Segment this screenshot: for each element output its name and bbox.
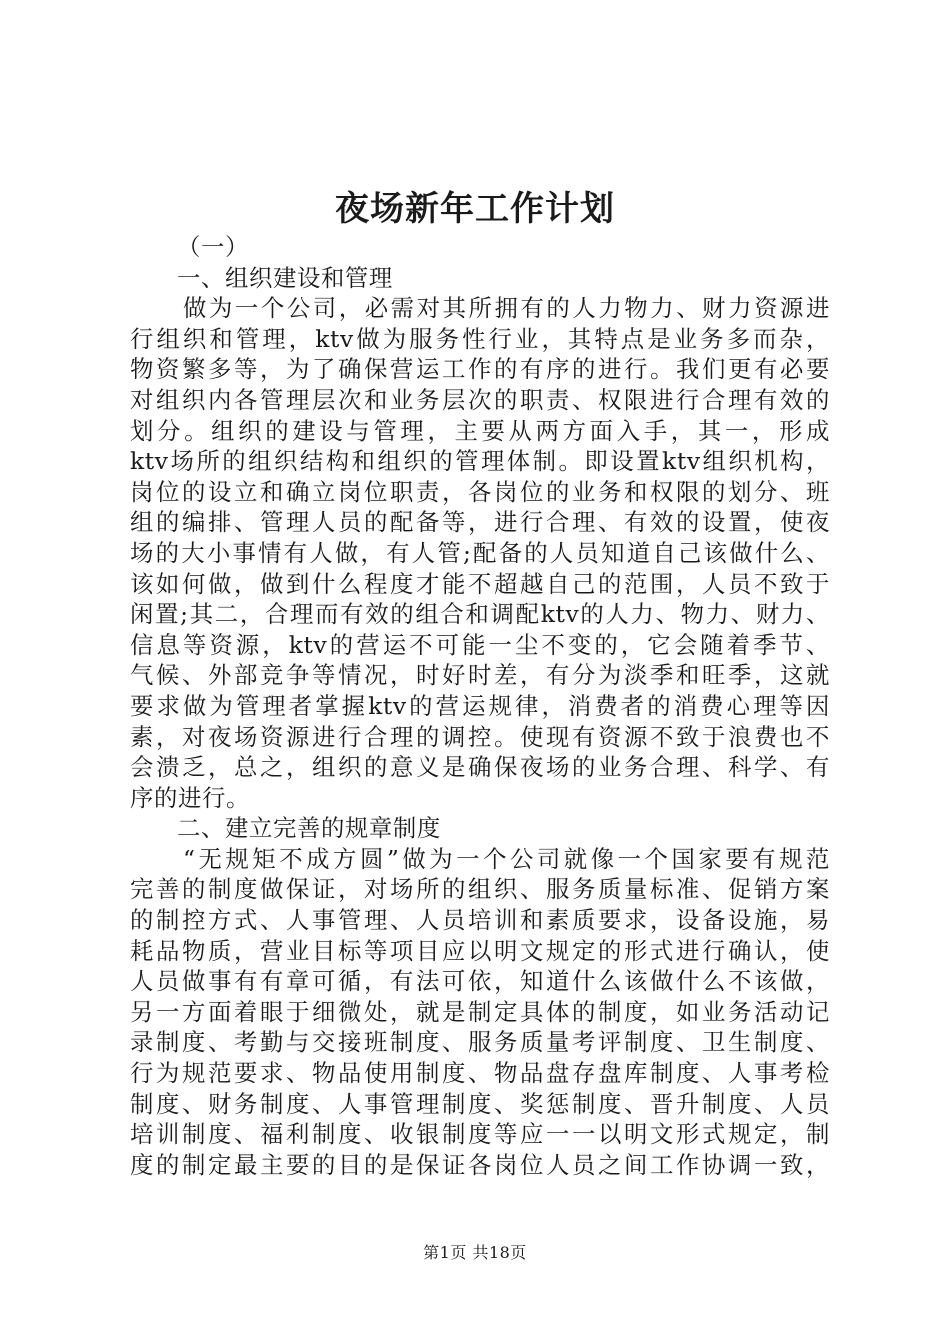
paragraph-line: 度的制定最主要的目的是保证各岗位人员之间工作协调一致， <box>130 1150 830 1179</box>
paragraph-line: 耗品物质，营业目标等项目应以明文规定的形式进行确认，使 <box>130 936 830 965</box>
section-heading: 二、建立完善的规章制度 <box>177 814 441 843</box>
paragraph-line: 物资繁多等，为了确保营运工作的有序的进行。我们更有必要 <box>130 355 830 384</box>
paragraph-line: 另一方面着眼于细微处，就是制定具体的制度，如业务活动记 <box>130 997 830 1026</box>
paragraph-line: 组的编排、管理人员的配备等，进行合理、有效的设置，使夜 <box>130 508 830 537</box>
page-number-footer: 第1页 共18页 <box>423 1243 527 1262</box>
paragraph-line: “无规矩不成方圆”做为一个公司就像一个国家要有规范 <box>183 844 830 873</box>
paragraph-line: 岗位的设立和确立岗位职责，各岗位的业务和权限的划分、班 <box>130 477 830 506</box>
paragraph-line: 人员做事有有章可循，有法可依，知道什么该做什么不该做， <box>130 967 830 996</box>
paragraph-line: 素，对夜场资源进行合理的调控。使现有资源不致于浪费也不 <box>130 722 830 751</box>
paragraph-line: 行组织和管理，ktv做为服务性行业，其特点是业务多而杂， <box>130 324 830 353</box>
paragraph-line: 划分。组织的建设与管理，主要从两方面入手，其一，形成 <box>130 416 830 445</box>
document-title: 夜场新年工作计划 <box>335 189 615 229</box>
paragraph-line: ktv场所的组织结构和组织的管理体制。即设置ktv组织机构， <box>130 447 830 476</box>
paragraph-line: 制度、财务制度、人事管理制度、奖惩制度、晋升制度、人员 <box>130 1089 830 1118</box>
paragraph-line: 场的大小事情有人做，有人管;配备的人员知道自己该做什么、 <box>130 538 830 567</box>
paragraph-line: 该如何做，做到什么程度才能不超越自己的范围，人员不致于 <box>130 569 830 598</box>
paragraph-line: 信息等资源，ktv的营运不可能一尘不变的，它会随着季节、 <box>130 630 830 659</box>
paragraph-line: 闲置;其二，合理而有效的组合和调配ktv的人力、物力、财力、 <box>130 600 830 629</box>
paragraph-line: 做为一个公司，必需对其所拥有的人力物力、财力资源进 <box>183 294 830 323</box>
paragraph-line: 对组织内各管理层次和业务层次的职责、权限进行合理有效的 <box>130 385 830 414</box>
paragraph-line: 气候、外部竞争等情况，时好时差，有分为淡季和旺季，这就 <box>130 661 830 690</box>
paragraph-line: 会溃乏，总之，组织的意义是确保夜场的业务合理、科学、有 <box>130 753 830 782</box>
paragraph-line: 培训制度、福利制度、收银制度等应一一以明文形式规定，制 <box>130 1120 830 1149</box>
paragraph-line: 的制控方式、人事管理、人员培训和素质要求，设备设施，易 <box>130 906 830 935</box>
paragraph-line: 序的进行。 <box>130 783 250 812</box>
paragraph-line: 录制度、考勤与交接班制度、服务质量考评制度、卫生制度、 <box>130 1028 830 1057</box>
document-body <box>130 232 830 1180</box>
section-heading: 一、组织建设和管理 <box>177 263 393 292</box>
paragraph-line: 行为规范要求、物品使用制度、物品盘存盘库制度、人事考检 <box>130 1059 830 1088</box>
paragraph-line: 完善的制度做保证，对场所的组织、服务质量标准、促销方案 <box>130 875 830 904</box>
section-marker: （一） <box>177 233 249 261</box>
paragraph-line: 要求做为管理者掌握ktv的营运规律，消费者的消费心理等因 <box>130 691 830 720</box>
